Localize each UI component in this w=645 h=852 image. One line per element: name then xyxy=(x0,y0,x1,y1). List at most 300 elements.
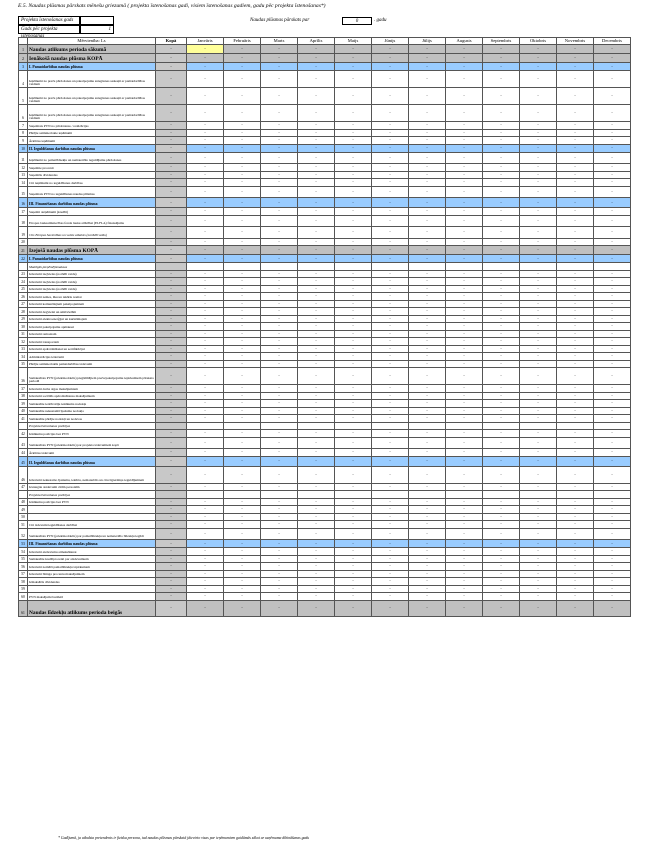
month-cell[interactable]: - xyxy=(594,506,631,514)
month-cell[interactable]: - xyxy=(224,293,261,301)
month-cell[interactable]: - xyxy=(187,164,224,172)
month-cell[interactable]: - xyxy=(446,430,483,438)
month-cell[interactable]: - xyxy=(372,415,409,423)
month-cell[interactable]: - xyxy=(446,540,483,548)
month-cell[interactable] xyxy=(335,263,372,271)
month-cell[interactable] xyxy=(557,491,594,499)
month-cell[interactable]: - xyxy=(446,323,483,331)
month-cell[interactable]: - xyxy=(446,360,483,368)
month-cell[interactable]: - xyxy=(224,285,261,293)
month-cell[interactable]: - xyxy=(187,498,224,506)
month-cell[interactable]: - xyxy=(520,308,557,316)
month-cell[interactable] xyxy=(298,491,335,499)
month-cell[interactable]: - xyxy=(446,506,483,514)
month-cell[interactable]: - xyxy=(261,285,298,293)
month-cell[interactable]: - xyxy=(224,215,261,227)
month-cell[interactable]: - xyxy=(261,227,298,239)
month-cell[interactable]: - xyxy=(261,164,298,172)
month-cell[interactable]: - xyxy=(446,278,483,286)
month-cell[interactable]: - xyxy=(483,407,520,415)
month-cell[interactable]: - xyxy=(594,540,631,548)
month-cell[interactable]: - xyxy=(372,278,409,286)
month-cell[interactable]: - xyxy=(446,437,483,449)
month-cell[interactable]: - xyxy=(520,528,557,540)
month-cell[interactable]: - xyxy=(298,238,335,246)
month-cell[interactable]: - xyxy=(520,338,557,346)
month-cell[interactable]: - xyxy=(594,164,631,172)
month-cell[interactable]: - xyxy=(224,466,261,483)
month-cell[interactable]: - xyxy=(261,449,298,457)
month-cell[interactable]: - xyxy=(446,449,483,457)
month-cell[interactable]: - xyxy=(520,540,557,548)
month-cell[interactable]: - xyxy=(594,449,631,457)
month-cell[interactable]: - xyxy=(520,164,557,172)
month-cell[interactable]: - xyxy=(298,570,335,578)
month-cell[interactable]: - xyxy=(409,293,446,301)
month-cell[interactable]: - xyxy=(594,528,631,540)
month-cell[interactable]: - xyxy=(298,368,335,385)
month-cell[interactable]: - xyxy=(224,270,261,278)
month-cell[interactable]: - xyxy=(335,323,372,331)
month-cell[interactable]: - xyxy=(298,208,335,216)
month-cell[interactable]: - xyxy=(557,415,594,423)
month-cell[interactable]: - xyxy=(187,430,224,438)
month-cell[interactable] xyxy=(483,263,520,271)
month-cell[interactable]: - xyxy=(372,368,409,385)
month-cell[interactable]: - xyxy=(187,171,224,179)
month-cell[interactable]: - xyxy=(335,122,372,130)
month-cell[interactable]: - xyxy=(409,88,446,105)
month-cell[interactable] xyxy=(187,263,224,271)
month-cell[interactable]: - xyxy=(187,513,224,521)
month-cell[interactable]: - xyxy=(187,585,224,593)
month-cell[interactable]: - xyxy=(224,88,261,105)
month-cell[interactable]: - xyxy=(261,45,298,54)
month-cell[interactable]: - xyxy=(557,144,594,152)
month-cell[interactable]: - xyxy=(409,278,446,286)
month-cell[interactable]: - xyxy=(594,555,631,563)
month-cell[interactable]: - xyxy=(594,285,631,293)
month-cell[interactable]: - xyxy=(187,400,224,408)
month-cell[interactable]: - xyxy=(594,521,631,529)
month-cell[interactable]: - xyxy=(298,578,335,586)
month-cell[interactable]: - xyxy=(483,152,520,164)
month-cell[interactable]: - xyxy=(446,521,483,529)
month-cell[interactable]: - xyxy=(372,330,409,338)
month-cell[interactable]: - xyxy=(298,122,335,130)
month-cell[interactable]: - xyxy=(224,54,261,63)
month-cell[interactable]: - xyxy=(520,198,557,208)
month-cell[interactable]: - xyxy=(261,400,298,408)
month-cell[interactable]: - xyxy=(409,345,446,353)
month-cell[interactable]: - xyxy=(298,255,335,263)
month-cell[interactable]: - xyxy=(446,513,483,521)
month-cell[interactable]: - xyxy=(446,570,483,578)
month-cell[interactable]: - xyxy=(409,208,446,216)
month-cell[interactable]: - xyxy=(335,338,372,346)
month-cell[interactable]: - xyxy=(187,63,224,71)
month-cell[interactable]: - xyxy=(557,570,594,578)
month-cell[interactable]: - xyxy=(520,521,557,529)
month-cell[interactable]: - xyxy=(483,45,520,54)
month-cell[interactable]: - xyxy=(594,585,631,593)
month-cell[interactable]: - xyxy=(594,88,631,105)
month-cell[interactable]: - xyxy=(187,246,224,255)
month-cell[interactable]: - xyxy=(557,88,594,105)
month-cell[interactable]: - xyxy=(261,437,298,449)
month-cell[interactable]: - xyxy=(187,293,224,301)
month-cell[interactable]: - xyxy=(483,246,520,255)
month-cell[interactable]: - xyxy=(261,198,298,208)
month-cell[interactable]: - xyxy=(594,345,631,353)
month-cell[interactable]: - xyxy=(298,437,335,449)
month-cell[interactable]: - xyxy=(372,498,409,506)
month-cell[interactable]: - xyxy=(298,270,335,278)
month-cell[interactable]: - xyxy=(557,278,594,286)
month-cell[interactable]: - xyxy=(187,105,224,122)
month-cell[interactable]: - xyxy=(224,528,261,540)
month-cell[interactable]: - xyxy=(520,63,557,71)
month-cell[interactable]: - xyxy=(372,198,409,208)
month-cell[interactable]: - xyxy=(372,449,409,457)
month-cell[interactable]: - xyxy=(483,71,520,88)
month-cell[interactable]: - xyxy=(261,521,298,529)
month-cell[interactable]: - xyxy=(224,483,261,491)
month-cell[interactable]: - xyxy=(187,600,224,616)
month-cell[interactable]: - xyxy=(446,548,483,556)
month-cell[interactable]: - xyxy=(372,345,409,353)
month-cell[interactable]: - xyxy=(520,466,557,483)
month-cell[interactable]: - xyxy=(446,466,483,483)
month-cell[interactable]: - xyxy=(520,54,557,63)
month-cell[interactable]: - xyxy=(520,105,557,122)
month-cell[interactable] xyxy=(520,491,557,499)
month-cell[interactable]: - xyxy=(557,555,594,563)
month-cell[interactable]: - xyxy=(224,449,261,457)
month-cell[interactable]: - xyxy=(594,600,631,616)
month-cell[interactable]: - xyxy=(335,555,372,563)
month-cell[interactable]: - xyxy=(483,506,520,514)
month-cell[interactable]: - xyxy=(483,430,520,438)
month-cell[interactable]: - xyxy=(557,498,594,506)
month-cell[interactable]: - xyxy=(224,578,261,586)
month-cell[interactable]: - xyxy=(261,540,298,548)
month-cell[interactable]: - xyxy=(446,368,483,385)
month-cell[interactable]: - xyxy=(187,122,224,130)
month-cell[interactable]: - xyxy=(335,456,372,466)
month-cell[interactable] xyxy=(483,491,520,499)
month-cell[interactable]: - xyxy=(409,400,446,408)
month-cell[interactable]: - xyxy=(224,137,261,145)
month-cell[interactable]: - xyxy=(594,45,631,54)
month-cell[interactable] xyxy=(372,422,409,430)
month-cell[interactable]: - xyxy=(335,144,372,152)
month-cell[interactable]: - xyxy=(520,137,557,145)
month-cell[interactable]: - xyxy=(372,430,409,438)
month-cell[interactable]: - xyxy=(298,293,335,301)
month-cell[interactable]: - xyxy=(187,278,224,286)
month-cell[interactable]: - xyxy=(594,513,631,521)
month-cell[interactable]: - xyxy=(335,278,372,286)
month-cell[interactable]: - xyxy=(594,392,631,400)
month-cell[interactable]: - xyxy=(224,353,261,361)
month-cell[interactable]: - xyxy=(224,456,261,466)
month-cell[interactable]: - xyxy=(520,513,557,521)
month-cell[interactable]: - xyxy=(483,521,520,529)
month-cell[interactable]: - xyxy=(409,300,446,308)
month-cell[interactable]: - xyxy=(187,137,224,145)
month-cell[interactable]: - xyxy=(298,466,335,483)
month-cell[interactable]: - xyxy=(298,129,335,137)
month-cell[interactable]: - xyxy=(335,45,372,54)
month-cell[interactable]: - xyxy=(298,315,335,323)
month-cell[interactable]: - xyxy=(520,246,557,255)
month-cell[interactable]: - xyxy=(483,227,520,239)
month-cell[interactable]: - xyxy=(557,400,594,408)
month-cell[interactable]: - xyxy=(520,392,557,400)
month-cell[interactable]: - xyxy=(187,392,224,400)
month-cell[interactable]: - xyxy=(298,360,335,368)
month-cell[interactable]: - xyxy=(483,164,520,172)
month-cell[interactable]: - xyxy=(298,407,335,415)
month-cell[interactable]: - xyxy=(520,227,557,239)
month-cell[interactable]: - xyxy=(372,179,409,187)
month-cell[interactable]: - xyxy=(335,570,372,578)
month-cell[interactable]: - xyxy=(594,466,631,483)
month-cell[interactable]: - xyxy=(409,385,446,393)
month-cell[interactable]: - xyxy=(372,338,409,346)
month-cell[interactable]: - xyxy=(335,430,372,438)
month-cell[interactable]: - xyxy=(483,293,520,301)
month-cell[interactable]: - xyxy=(261,122,298,130)
month-cell[interactable]: - xyxy=(261,600,298,616)
month-cell[interactable]: - xyxy=(483,360,520,368)
month-cell[interactable]: - xyxy=(335,513,372,521)
month-cell[interactable]: - xyxy=(372,548,409,556)
month-cell[interactable]: - xyxy=(409,540,446,548)
month-cell[interactable]: - xyxy=(446,105,483,122)
month-cell[interactable]: - xyxy=(446,555,483,563)
month-cell[interactable]: - xyxy=(298,555,335,563)
month-cell[interactable]: - xyxy=(298,227,335,239)
month-cell[interactable]: - xyxy=(520,255,557,263)
month-cell[interactable]: - xyxy=(335,600,372,616)
month-cell[interactable]: - xyxy=(261,71,298,88)
month-cell[interactable]: - xyxy=(594,338,631,346)
month-cell[interactable]: - xyxy=(187,215,224,227)
month-cell[interactable]: - xyxy=(187,270,224,278)
month-cell[interactable]: - xyxy=(520,498,557,506)
month-cell[interactable] xyxy=(187,491,224,499)
month-cell[interactable]: - xyxy=(224,300,261,308)
month-cell[interactable] xyxy=(261,422,298,430)
month-cell[interactable]: - xyxy=(409,227,446,239)
month-cell[interactable]: - xyxy=(594,456,631,466)
month-cell[interactable]: - xyxy=(372,600,409,616)
month-cell[interactable]: - xyxy=(298,483,335,491)
month-cell[interactable]: - xyxy=(224,548,261,556)
month-cell[interactable]: - xyxy=(372,105,409,122)
month-cell[interactable]: - xyxy=(483,570,520,578)
month-cell[interactable]: - xyxy=(520,330,557,338)
month-cell[interactable]: - xyxy=(335,238,372,246)
month-cell[interactable]: - xyxy=(409,45,446,54)
month-cell[interactable]: - xyxy=(261,238,298,246)
month-cell[interactable]: - xyxy=(224,45,261,54)
month-cell[interactable]: - xyxy=(224,563,261,571)
month-cell[interactable]: - xyxy=(446,238,483,246)
month-cell[interactable]: - xyxy=(261,270,298,278)
month-cell[interactable]: - xyxy=(557,521,594,529)
month-cell[interactable]: - xyxy=(409,63,446,71)
month-cell[interactable]: - xyxy=(557,540,594,548)
month-cell[interactable]: - xyxy=(372,215,409,227)
month-cell[interactable]: - xyxy=(594,129,631,137)
month-cell[interactable]: - xyxy=(335,137,372,145)
month-cell[interactable]: - xyxy=(335,466,372,483)
month-cell[interactable]: - xyxy=(557,164,594,172)
month-cell[interactable]: - xyxy=(372,71,409,88)
month-cell[interactable]: - xyxy=(187,315,224,323)
month-cell[interactable]: - xyxy=(298,171,335,179)
month-cell[interactable]: - xyxy=(483,578,520,586)
month-cell[interactable]: - xyxy=(372,456,409,466)
month-cell[interactable]: - xyxy=(261,456,298,466)
month-cell[interactable]: - xyxy=(187,437,224,449)
month-cell[interactable] xyxy=(335,422,372,430)
month-cell[interactable]: - xyxy=(298,215,335,227)
month-cell[interactable]: - xyxy=(409,437,446,449)
month-cell[interactable]: - xyxy=(261,137,298,145)
month-cell[interactable]: - xyxy=(446,88,483,105)
month-cell[interactable]: - xyxy=(335,360,372,368)
month-cell[interactable]: - xyxy=(372,593,409,601)
month-cell[interactable]: - xyxy=(335,129,372,137)
month-cell[interactable]: - xyxy=(261,144,298,152)
month-cell[interactable]: - xyxy=(372,323,409,331)
month-cell[interactable]: - xyxy=(335,563,372,571)
month-cell[interactable] xyxy=(594,422,631,430)
month-cell[interactable]: - xyxy=(557,54,594,63)
month-cell[interactable] xyxy=(298,422,335,430)
month-cell[interactable]: - xyxy=(335,164,372,172)
month-cell[interactable]: - xyxy=(483,315,520,323)
month-cell[interactable]: - xyxy=(335,300,372,308)
month-cell[interactable]: - xyxy=(557,171,594,179)
month-cell[interactable]: - xyxy=(187,285,224,293)
after-project-value[interactable]: 1 xyxy=(80,25,114,34)
month-cell[interactable]: - xyxy=(224,323,261,331)
month-cell[interactable]: - xyxy=(446,246,483,255)
month-cell[interactable]: - xyxy=(520,293,557,301)
month-cell[interactable]: - xyxy=(335,345,372,353)
month-cell[interactable]: - xyxy=(557,300,594,308)
month-cell[interactable]: - xyxy=(335,353,372,361)
month-cell[interactable]: - xyxy=(446,144,483,152)
month-cell[interactable]: - xyxy=(520,144,557,152)
month-cell[interactable]: - xyxy=(298,54,335,63)
month-cell[interactable]: - xyxy=(446,415,483,423)
month-cell[interactable]: - xyxy=(594,137,631,145)
month-cell[interactable]: - xyxy=(187,540,224,548)
month-cell[interactable]: - xyxy=(187,555,224,563)
month-cell[interactable]: - xyxy=(520,385,557,393)
month-cell[interactable]: - xyxy=(187,593,224,601)
month-cell[interactable]: - xyxy=(409,407,446,415)
month-cell[interactable]: - xyxy=(261,466,298,483)
month-cell[interactable]: - xyxy=(335,593,372,601)
month-cell[interactable]: - xyxy=(187,179,224,187)
month-cell[interactable]: - xyxy=(298,540,335,548)
month-cell[interactable]: - xyxy=(446,593,483,601)
month-cell[interactable]: - xyxy=(372,483,409,491)
month-cell[interactable]: - xyxy=(224,555,261,563)
month-cell[interactable]: - xyxy=(409,186,446,198)
month-cell[interactable]: - xyxy=(298,278,335,286)
month-cell[interactable]: - xyxy=(409,285,446,293)
month-cell[interactable]: - xyxy=(335,385,372,393)
month-cell[interactable]: - xyxy=(483,368,520,385)
month-cell[interactable]: - xyxy=(557,63,594,71)
month-cell[interactable]: - xyxy=(261,323,298,331)
month-cell[interactable]: - xyxy=(298,300,335,308)
month-cell[interactable]: - xyxy=(594,315,631,323)
month-cell[interactable]: - xyxy=(224,330,261,338)
month-cell[interactable]: - xyxy=(335,540,372,548)
month-cell[interactable]: - xyxy=(483,179,520,187)
month-cell[interactable]: - xyxy=(335,171,372,179)
month-cell[interactable]: - xyxy=(409,483,446,491)
month-cell[interactable]: - xyxy=(335,368,372,385)
month-cell[interactable]: - xyxy=(409,315,446,323)
month-cell[interactable]: - xyxy=(483,300,520,308)
month-cell[interactable] xyxy=(224,263,261,271)
month-cell[interactable]: - xyxy=(187,338,224,346)
month-cell[interactable]: - xyxy=(298,323,335,331)
month-cell[interactable]: - xyxy=(520,215,557,227)
month-cell[interactable]: - xyxy=(224,506,261,514)
month-cell[interactable] xyxy=(409,491,446,499)
month-cell[interactable]: - xyxy=(557,407,594,415)
month-cell[interactable]: - xyxy=(409,578,446,586)
month-cell[interactable]: - xyxy=(594,293,631,301)
month-cell[interactable]: - xyxy=(409,152,446,164)
month-cell[interactable] xyxy=(409,263,446,271)
month-cell[interactable]: - xyxy=(446,71,483,88)
month-cell[interactable]: - xyxy=(594,105,631,122)
month-cell[interactable]: - xyxy=(594,308,631,316)
month-cell[interactable]: - xyxy=(557,285,594,293)
month-cell[interactable]: - xyxy=(187,54,224,63)
month-cell[interactable]: - xyxy=(298,563,335,571)
month-cell[interactable]: - xyxy=(409,548,446,556)
month-cell[interactable]: - xyxy=(187,449,224,457)
month-cell[interactable]: - xyxy=(261,506,298,514)
month-cell[interactable]: - xyxy=(187,407,224,415)
month-cell[interactable]: - xyxy=(372,255,409,263)
month-cell[interactable]: - xyxy=(446,270,483,278)
month-cell[interactable]: - xyxy=(261,129,298,137)
month-cell[interactable]: - xyxy=(187,506,224,514)
month-cell[interactable]: - xyxy=(483,198,520,208)
month-cell[interactable]: - xyxy=(594,430,631,438)
month-cell[interactable]: - xyxy=(335,315,372,323)
month-cell[interactable]: - xyxy=(446,407,483,415)
month-cell[interactable]: - xyxy=(409,129,446,137)
month-cell[interactable]: - xyxy=(483,466,520,483)
month-cell[interactable]: - xyxy=(557,186,594,198)
month-cell[interactable]: - xyxy=(224,415,261,423)
